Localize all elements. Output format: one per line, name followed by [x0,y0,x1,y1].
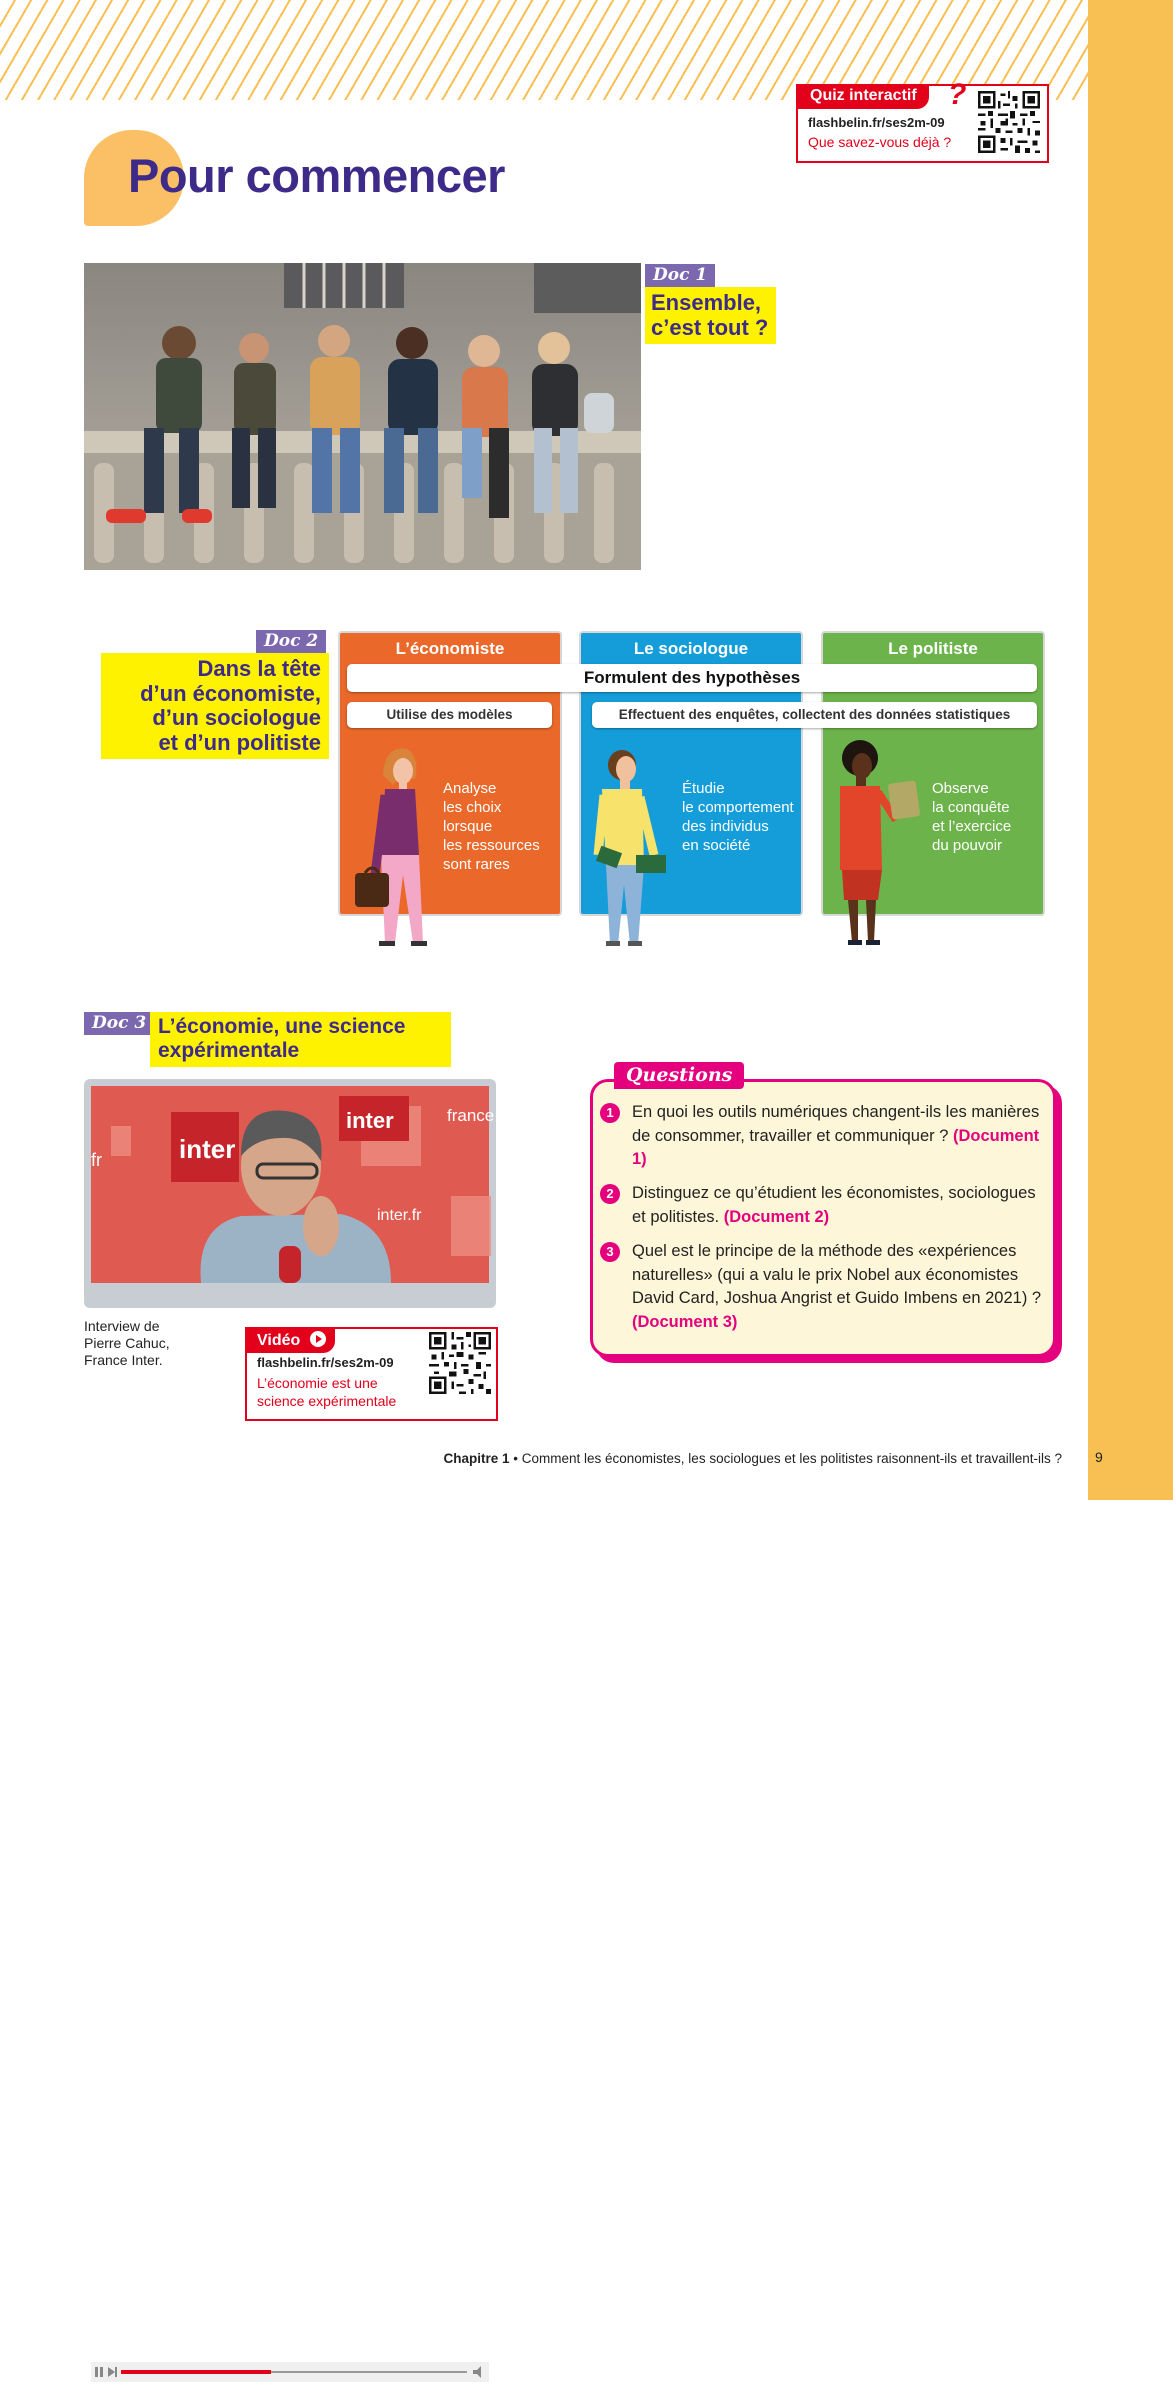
quiz-box[interactable] [796,78,1049,163]
questions-label: Questions [614,1062,744,1089]
doc1-title [645,287,776,344]
document-reference: (Document 2) [723,1207,830,1226]
panel-text-line: lorsque [443,818,493,835]
doc2-title-line: d’un économiste, [140,680,321,706]
panel-text-line: Observe [932,780,989,797]
video-label-text: Vidéo [257,1332,301,1349]
panel-text-line: des individus [682,818,769,835]
question-number: 1 [600,1103,620,1123]
panel-header: L’économiste [395,639,505,658]
panel-text-line: en société [682,837,751,854]
video-subtitle-line: science expérimentale [257,1393,397,1409]
panel-text [443,779,540,874]
doc3-title-line: expérimentale [158,1039,300,1062]
caption-line: France Inter. [84,1352,163,1368]
quiz-label: Quiz interactif [798,84,929,109]
pause-icon [95,2367,98,2377]
footer-separator: • [509,1451,522,1466]
document-reference: (Document 1) [632,1126,1040,1168]
question-mark-icon: ? [948,78,967,111]
panel-text-line: la conquête [932,799,1010,816]
doc2-tag: Doc 2 [256,630,326,653]
doc2-title-line: Dans la tête [197,656,321,681]
doc1-tag: Doc 1 [645,264,715,287]
panel-text [682,779,794,855]
panel-text-line: du pouvoir [932,837,1003,854]
question-text [632,1101,1042,1172]
chapter-label: Chapitre 1 [443,1451,510,1466]
panel-text-line: les ressources [443,837,540,854]
page-title: Pour commencer [128,149,505,202]
doc2-title-line: et d’un politiste [158,729,321,755]
video-logo-text: fr [91,1150,102,1170]
play-icon [309,1330,327,1348]
chapter-footer [0,1451,1062,1466]
question-body: En quoi les outils numériques changent-ils les manières de consommer, travailler et communiquer ? [632,1103,1040,1145]
panel-header: Le sociologue [633,639,749,658]
panel-text-line: Analyse [443,780,497,797]
doc1-title-line: Ensemble, [651,290,762,315]
political-scientist-figure [830,740,920,950]
doc1-photo [84,263,641,570]
economist-figure [345,745,440,950]
doc3-tag: Doc 3 [84,1012,154,1035]
video-logo-text: inter [346,1108,394,1133]
chapter-title: Comment les économistes, les sociologues et les politistes raisonnent-ils et travaillent-ils ? [521,1451,1062,1466]
question-body: Quel est le principe de la méthode des «expériences naturelles» (qui a valu le prix Nobel aux économistes David Card, Joshua Angrist et Guido Imbens en 2021) ? [632,1242,1042,1307]
doc3-title [150,1012,451,1067]
qr-code-icon[interactable] [978,91,1040,153]
video-caption [84,1318,170,1369]
side-color-bar [1088,0,1173,1500]
sociologist-figure [592,745,682,950]
panel-text-line: le comportement [682,799,794,816]
question-number: 3 [600,1242,620,1262]
video-logo-text: inter.fr [377,1207,422,1224]
panel-text-line: Étudie [682,780,725,797]
video-label [247,1327,335,1353]
economist-pill: Utilise des modèles [347,702,552,728]
video-logo-text: inter [179,1134,236,1164]
page-number: 9 [1095,1449,1103,1465]
doc2-title [101,653,329,759]
video-url[interactable]: flashbelin.fr/ses2m-09 [257,1355,394,1370]
caption-line: Interview de [84,1318,160,1334]
video-player[interactable] [84,1079,496,1308]
doc2-title-line: d’un sociologue [152,705,321,730]
qr-code-icon[interactable] [429,1332,491,1394]
progress-fill [121,2370,271,2374]
question-body: Distinguez ce qu’étudient les économistes, sociologues et politistes. [632,1184,1036,1226]
document-reference: (Document 3) [632,1312,738,1331]
doc1-title-line: c’est tout ? [651,315,769,340]
video-subtitle [257,1374,396,1410]
question-text [632,1240,1042,1334]
video-logo-text: france [447,1106,495,1125]
panel-text-line: les choix [443,799,502,816]
quiz-url[interactable]: flashbelin.fr/ses2m-09 [808,115,945,130]
doc3-title-line: L’économie, une science [158,1015,406,1038]
video-link-box[interactable] [245,1327,498,1421]
video-subtitle-line: L’économie est une [257,1375,378,1391]
panel-text-line: et l’exercice [932,818,1012,835]
shared-hypotheses-pill: Formulent des hypothèses [347,664,1037,692]
panel-text-line: sont rares [443,856,510,873]
panel-header: Le politiste [888,639,978,658]
video-controls[interactable] [91,2362,489,2387]
question-number: 2 [600,1184,620,1204]
question-text [632,1182,1042,1229]
video-frame[interactable] [91,1086,495,1283]
surveys-pill: Effectuent des enquêtes, collectent des données statistiques [592,702,1037,728]
caption-line: Pierre Cahuc, [84,1335,170,1351]
quiz-subtitle: Que savez-vous déjà ? [808,134,952,150]
panel-text [932,779,1011,855]
